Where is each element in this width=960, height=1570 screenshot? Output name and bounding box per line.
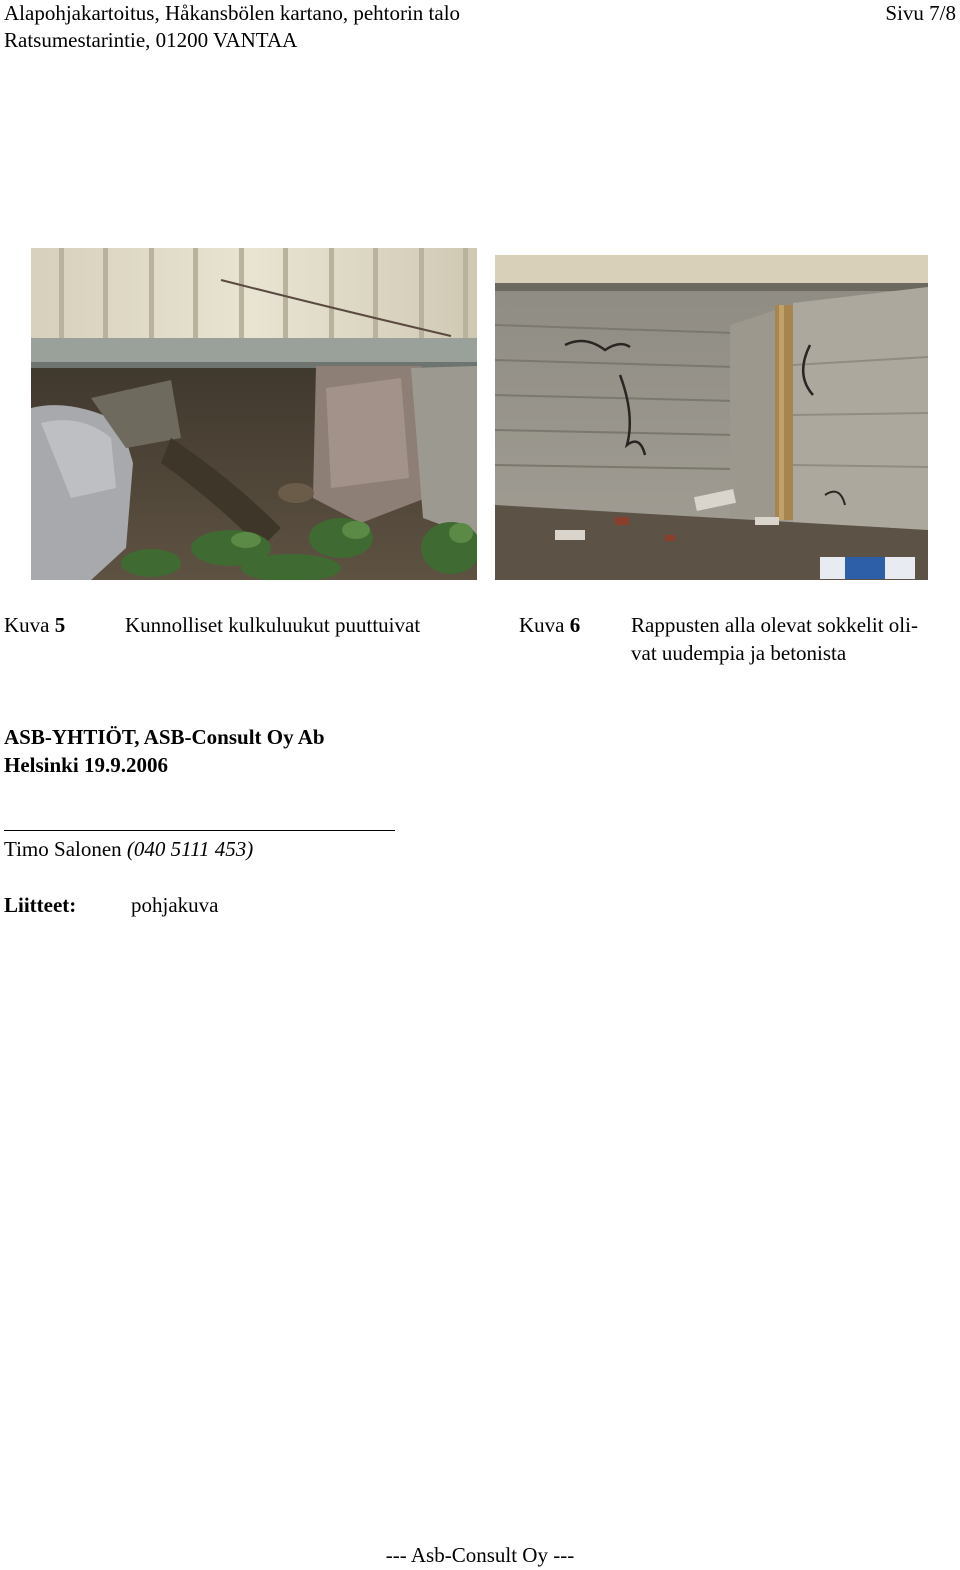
- caption-5-label: Kuva 5: [4, 613, 66, 637]
- caption-6-label: Kuva 6: [519, 613, 581, 637]
- attachments-label: Liitteet:: [4, 893, 77, 917]
- company-name: ASB-YHTIÖT, ASB-Consult Oy Ab: [4, 725, 325, 749]
- photo-5: [31, 248, 477, 580]
- caption-6-text-line2: vat uudempia ja betonista: [631, 641, 847, 665]
- photo-6: [495, 255, 928, 580]
- document-title: Alapohjakartoitus, Håkansbölen kartano, pehtorin talo: [4, 1, 461, 25]
- caption-5-text: Kunnolliset kulkuluukut puuttuivat: [125, 613, 421, 637]
- caption-6-number: 6: [569, 613, 581, 637]
- signature-line: [4, 830, 395, 831]
- city-date: Helsinki 19.9.2006: [4, 753, 168, 777]
- page-number: Sivu 7/8: [885, 1, 956, 25]
- attachments-value: pohjakuva: [131, 893, 219, 917]
- signatory: [4, 836, 253, 862]
- caption-5-number: 5: [54, 613, 66, 637]
- signatory-name: Timo Salonen: [4, 837, 127, 861]
- signatory-phone: (040 5111 453): [126, 837, 254, 861]
- document-address: Ratsumestarintie, 01200 VANTAA: [4, 28, 298, 52]
- caption-6-text-line1: Rappusten alla olevat sokkelit oli-: [631, 613, 918, 637]
- footer-text: --- Asb-Consult Oy ---: [385, 1543, 575, 1567]
